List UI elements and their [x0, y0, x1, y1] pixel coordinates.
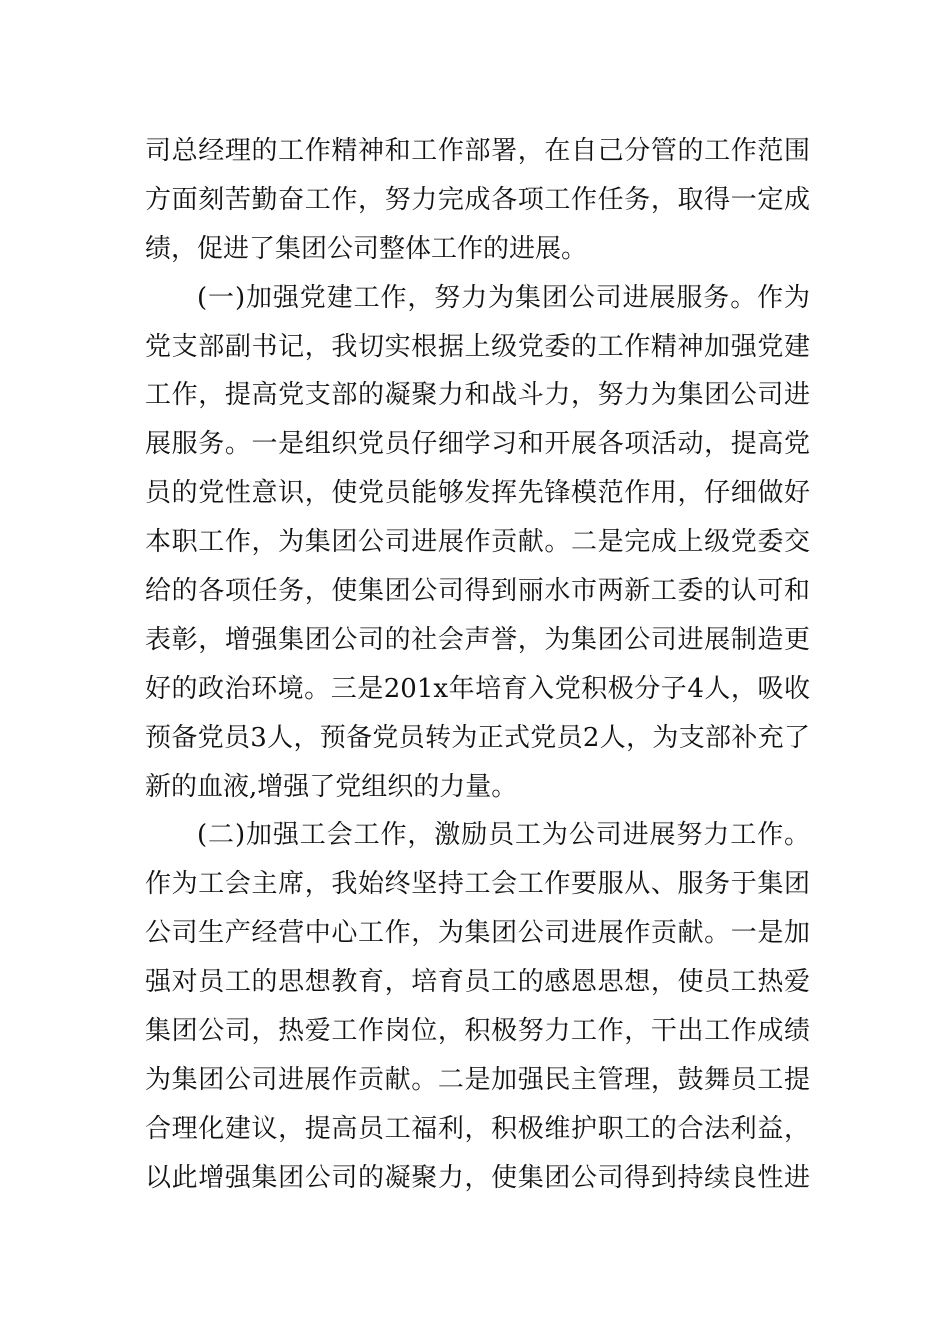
- text-line: 表彰，增强集团公司的社会声誉，为集团公司进展制造更: [145, 624, 810, 655]
- text-line: 工作，提高党支部的凝聚力和战斗力，努力为集团公司进: [145, 380, 810, 411]
- paragraph-first-line: (二)加强工会工作，激励员工为公司进展努力工作。: [197, 820, 810, 851]
- text-line: 合理化建议，提高员工福利，积极维护职工的合法利益，: [145, 1113, 810, 1144]
- document-body: [145, 127, 810, 1203]
- text-line: 预备党员3人，预备党员转为正式党员2人，为支部补充了: [145, 722, 810, 753]
- text-line: 强对员工的思想教育，培育员工的感恩思想，使员工热爱: [145, 967, 810, 998]
- text-line: 作为工会主席，我始终坚持工会工作要服从、服务于集团: [145, 869, 810, 900]
- text-line: 好的政治环境。三是201x年培育入党积极分子4人，吸收: [145, 673, 810, 704]
- text-line: 司总经理的工作精神和工作部署，在自己分管的工作范围: [145, 136, 810, 166]
- text-line: 党支部副书记，我切实根据上级党委的工作精神加强党建: [145, 331, 810, 362]
- text-line: 以此增强集团公司的凝聚力，使集团公司得到持续良性进: [145, 1162, 810, 1193]
- text-line: 公司生产经营中心工作，为集团公司进展作贡献。一是加: [145, 918, 810, 949]
- text-line: 本职工作，为集团公司进展作贡献。二是完成上级党委交: [145, 527, 810, 558]
- text-line: 员的党性意识，使党员能够发挥先锋模范作用，仔细做好: [145, 478, 810, 509]
- paragraph-first-line: (一)加强党建工作，努力为集团公司进展服务。作为: [197, 282, 810, 313]
- text-line: 为集团公司进展作贡献。二是加强民主管理，鼓舞员工提: [145, 1064, 810, 1095]
- text-line: 给的各项任务，使集团公司得到丽水市两新工委的认可和: [145, 576, 810, 607]
- text-line: 绩，促进了集团公司整体工作的进展。: [145, 233, 588, 264]
- text-line: 新的血液,增强了党组织的力量。: [145, 771, 518, 802]
- text-line: 集团公司，热爱工作岗位，积极努力工作，干出工作成绩: [145, 1016, 810, 1047]
- text-line: 展服务。一是组织党员仔细学习和开展各项活动，提高党: [145, 429, 810, 460]
- text-line: 方面刻苦勤奋工作，努力完成各项工作任务，取得一定成: [145, 184, 810, 215]
